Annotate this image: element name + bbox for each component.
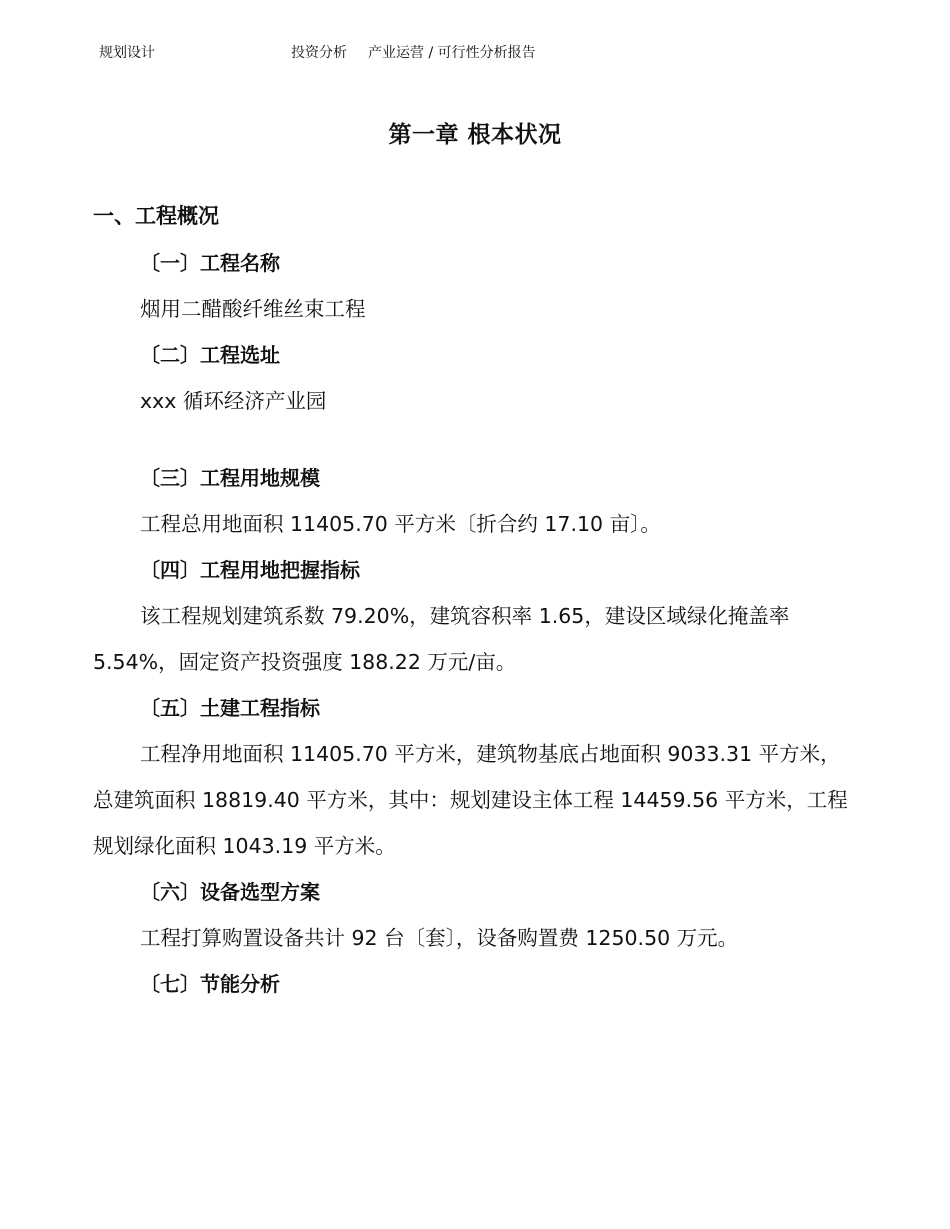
subsection-body-1: 烟用二醋酸纤维丝束工程 [140,297,366,321]
subsection-heading-5: 〔五〕土建工程指标 [140,696,320,720]
header-middle-text: 投资分析 [291,45,347,61]
header-left-text: 规划设计 [99,45,155,61]
subsection-body-4: 该工程规划建筑系数 79.20%，建筑容积率 1.65，建设区域绿化掩盖率 5.54%，固定资产投资强度 188.22 万元/亩。 [93,604,790,674]
subsection-body-5: 工程净用地面积 11405.70 平方米，建筑物基底占地面积 9033.31 平方米，总建筑面积 18819.40 平方米，其中：规划建设主体工程 14459.56 平方米，工程规划绿化面积 1043.19 平方米。 [93,742,848,858]
subsection-body-2: xxx 循环经济产业园 [140,389,327,413]
subsection-body-6: 工程打算购置设备共计 92 台〔套〕，设备购置费 1250.50 万元。 [140,926,739,950]
subsection-group-1 [93,240,853,424]
chapter-title: 第一章 根本状况 [388,122,562,148]
page-header [0,42,950,64]
header-right-text: 产业运营 / 可行性分析报告 [368,45,536,61]
subsection-heading-4: 〔四〕工程用地把握指标 [140,558,360,582]
subsection-heading-1: 〔一〕工程名称 [140,251,280,275]
subsection-heading-7: 〔七〕节能分析 [140,972,280,996]
subsection-heading-2: 〔二〕工程选址 [140,343,280,367]
subsection-heading-3: 〔三〕工程用地规模 [140,466,320,490]
subsection-body-3: 工程总用地面积 11405.70 平方米〔折合约 17.10 亩〕。 [140,512,661,536]
subsection-group-2 [93,455,853,1007]
subsection-heading-6: 〔六〕设备选型方案 [140,880,320,904]
section-title: 一、工程概况 [93,204,219,228]
